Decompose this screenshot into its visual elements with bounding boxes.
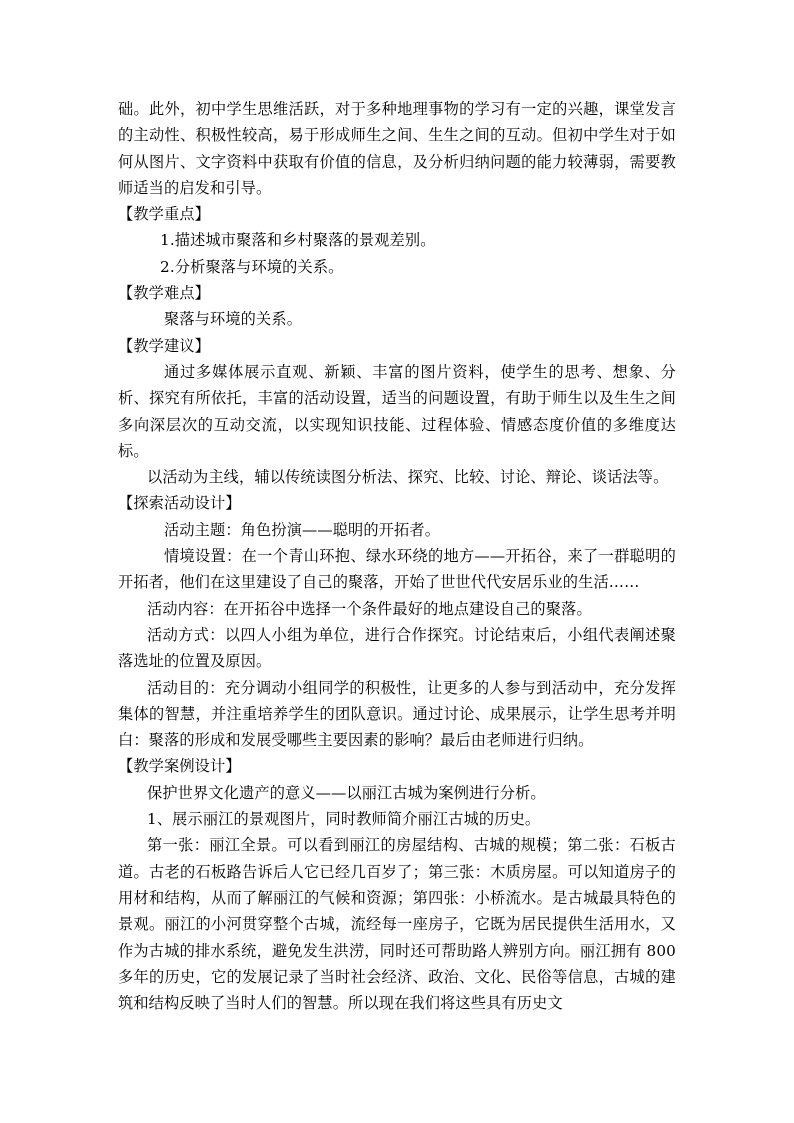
paragraph: 1、展示丽江的景观图片，同时教师简介丽江古城的历史。 <box>147 810 541 829</box>
paragraph: 第一张：丽江全景。可以看到丽江的房屋结构、古城的规模；第二张：石板古道。古老的石板路告诉后人它已经几百岁了；第三张：木质房屋。可以知道房子的用材和结构，从而了解丽江的气候和资源；第四张：小桥流水。是古城最具特色的景观。丽江的小河贯穿整个古城，流经每一座房子，它既为居民提供生活用水，又作为古城的排水系统，避免发生洪涝，同时还可帮助路人辨别方向。丽江拥有 800 多年的历史，它的发展记录了当时社会经济、政治、文化、民俗等信息，古城的建筑和结构反映了当时人们的智慧。所以现在我们将这些具有历史文 <box>118 836 676 1013</box>
paragraph: 情境设置：在一个青山环抱、绿水环绕的地方——开拓谷，来了一群聪明的开拓者，他们在这里建设了自己的聚落，开始了世世代代安居乐业的生活…… <box>118 547 676 592</box>
paragraph: 聚落与环境的关系。 <box>164 310 303 329</box>
paragraph: 活动内容：在开拓谷中选择一个条件最好的地点建设自己的聚落。 <box>147 599 592 618</box>
section-heading-suggestions: 【教学建议】 <box>118 336 211 355</box>
paragraph: 础。此外，初中学生思维活跃，对于多种地理事物的学习有一定的兴趣，课堂发言的主动性、积极性较高，易于形成师生之间、生生之间的互动。但初中学生对于如何从图片、文字资料中获取有价值的信息，及分析归纳问题的能力较薄弱，需要教师适当的启发和引导。 <box>118 100 676 197</box>
paragraph: 保护世界文化遗产的意义——以丽江古城为案例进行分析。 <box>147 783 546 802</box>
section-heading-difficulties: 【教学难点】 <box>118 284 211 303</box>
paragraph: 2.分析聚落与环境的关系。 <box>160 257 344 276</box>
paragraph: 以活动为主线，辅以传统读图分析法、探究、比较、讨论、辩论、谈话法等。 <box>147 468 669 487</box>
paragraph: 活动主题：角色扮演——聪明的开拓者。 <box>164 520 441 539</box>
paragraph: 通过多媒体展示直观、新颖、丰富的图片资料，使学生的思考、想象、分析、探究有所依托，丰富的活动设置，适当的问题设置，有助于师生以及生生之间多向深层次的互动交流，以实现知识技能、过程体验、情感态度价值的多维度达标。 <box>118 362 676 460</box>
document-page <box>118 96 676 1016</box>
paragraph: 活动目的：充分调动小组同学的积极性，让更多的人参与到活动中，充分发挥集体的智慧，并注重培养学生的团队意识。通过讨论、成果展示，让学生思考并明白：聚落的形成和发展受哪些主要因素的影响？最后由老师进行归纳。 <box>118 678 676 750</box>
section-heading-activity-design: 【探索活动设计】 <box>118 494 241 513</box>
section-heading-case-design: 【教学案例设计】 <box>118 757 241 776</box>
paragraph: 活动方式：以四人小组为单位，进行合作探究。讨论结束后，小组代表阐述聚落选址的位置及原因。 <box>118 625 676 671</box>
section-heading-key-points: 【教学重点】 <box>118 205 211 224</box>
paragraph: 1.描述城市聚落和乡村聚落的景观差别。 <box>160 231 436 250</box>
